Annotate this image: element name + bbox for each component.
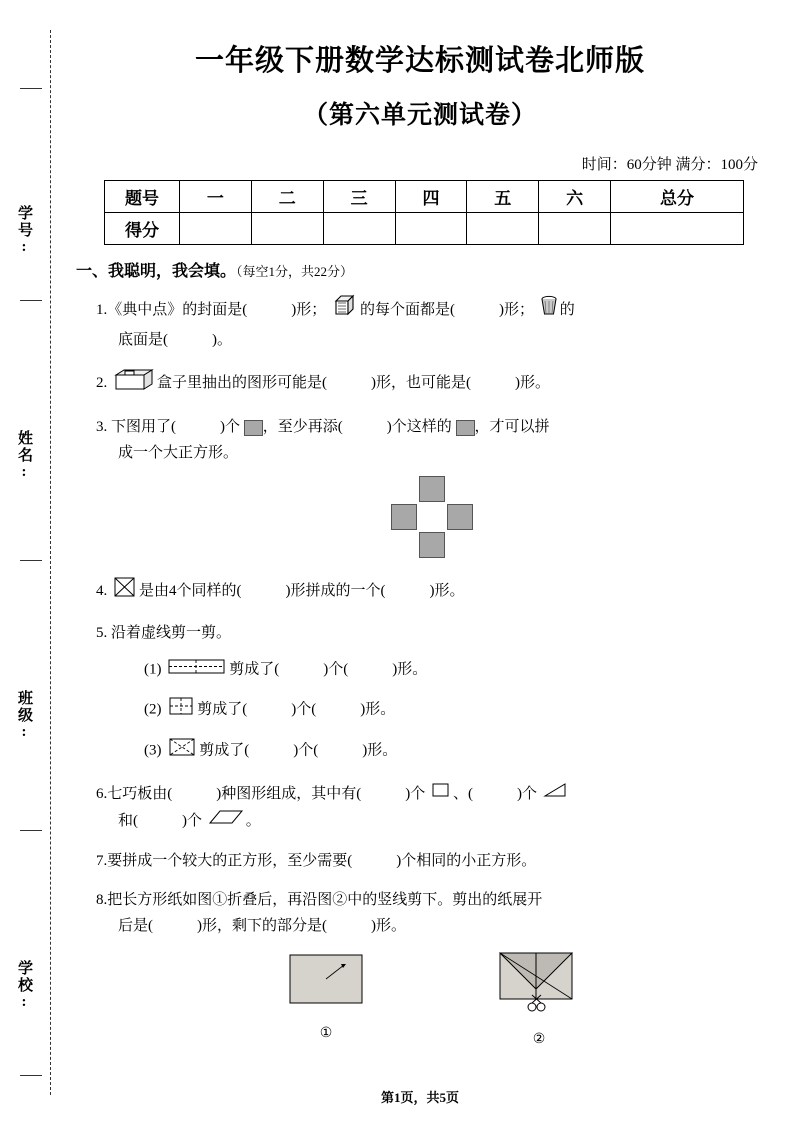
score-header-2: 二 xyxy=(251,181,323,213)
q5-sub-3 xyxy=(144,735,770,767)
score-cell-4[interactable] xyxy=(395,213,467,245)
q4-text-c: )形拼成的一个( xyxy=(285,582,386,599)
score-cell-total[interactable] xyxy=(611,213,744,245)
table-row xyxy=(105,213,744,245)
q5-sub2-label: (2) xyxy=(144,701,162,718)
x-square-icon xyxy=(113,576,137,607)
score-header-6: 六 xyxy=(539,181,611,213)
score-header-3: 三 xyxy=(323,181,395,213)
q8-figure-2 xyxy=(496,949,582,1053)
q3-text-b: )个 xyxy=(220,419,240,435)
question-1 xyxy=(96,294,770,353)
score-cell-3[interactable] xyxy=(323,213,395,245)
exam-page xyxy=(70,0,770,1122)
q6-text-a: 6.七巧板由( xyxy=(96,786,173,802)
q5-sub1-c: )个( xyxy=(323,661,349,678)
page-subtitle: （第六单元测试卷） xyxy=(302,102,537,129)
square-dashed-icon xyxy=(167,694,195,726)
q7-text-a: 7.要拼成一个较大的正方形，至少需要( xyxy=(96,853,353,870)
q1-text-e: 的 xyxy=(559,301,575,318)
page-title: 一年级下册数学达标测试卷北师版 xyxy=(194,45,645,77)
q6-text-g: )个 xyxy=(182,813,202,830)
dashed-fold-line xyxy=(50,30,51,1095)
question-4 xyxy=(96,576,770,607)
section-1-heading xyxy=(76,258,770,281)
q5-sub2-b: 剪成了( xyxy=(197,701,248,718)
q3-text-a: 3. 下图用了( xyxy=(96,419,176,435)
q6-text-f: 和( xyxy=(118,813,138,830)
q8-text-c: )形。 xyxy=(371,918,406,935)
question-6 xyxy=(96,781,770,835)
margin-dash-3 xyxy=(20,560,42,561)
box-icon xyxy=(113,366,155,401)
bucket-icon xyxy=(540,295,558,326)
q3-text-e: ，才可以拼 xyxy=(474,419,550,435)
margin-dash-1 xyxy=(20,88,42,89)
q2-number: 2. xyxy=(96,374,108,391)
margin-label-banji: 班级: xyxy=(16,690,32,742)
section-1-title: 一、我聪明，我会填。 xyxy=(76,263,237,280)
table-row xyxy=(105,181,744,213)
time-and-score: 时间：60分钟 满分：100分 xyxy=(581,157,758,173)
q8-line-1: 8.把长方形纸如图①折叠后，再沿图②中的竖线剪下。剪出的纸展开 xyxy=(96,892,543,909)
rect-dashed-icon xyxy=(167,655,227,685)
q1-text-b: )形； xyxy=(291,301,327,318)
q6-text-b: )种图形组成，其中有( xyxy=(216,786,362,802)
q5-sub2-c: )个( xyxy=(291,701,317,718)
q8-figure-1 xyxy=(286,949,366,1047)
score-cell-1[interactable] xyxy=(180,213,252,245)
q5-sub-2 xyxy=(144,694,770,726)
q1-line-2 xyxy=(118,327,770,353)
q8-figures xyxy=(96,949,770,1059)
gray-square-icon xyxy=(244,420,263,436)
q4-text-d: )形。 xyxy=(429,582,465,599)
score-header-label: 题号 xyxy=(105,181,180,213)
q3-text-d: )个这样的 xyxy=(386,419,452,435)
score-header-1: 一 xyxy=(180,181,252,213)
q8-text-a: 后是( xyxy=(118,918,153,935)
q1-text-d: )形； xyxy=(499,301,534,318)
margin-dash-5 xyxy=(20,1075,42,1076)
q3-line-2: 成一个大正方形。 xyxy=(118,445,239,461)
q1-text-c: 的每个面都是( xyxy=(360,301,455,318)
small-square-icon xyxy=(431,781,451,808)
q6-text-h: 。 xyxy=(245,813,261,830)
score-row-label: 得分 xyxy=(105,213,180,245)
q4-text-b: 是由4个同样的( xyxy=(139,582,242,599)
q8-figure-1-label: ① xyxy=(319,1026,333,1042)
gray-square-icon xyxy=(456,420,475,436)
q2-text-c: )形，也可能是( xyxy=(371,374,471,391)
left-margin xyxy=(0,0,56,1122)
margin-dash-4 xyxy=(20,830,42,831)
section-1-note: （每空1分，共22分） xyxy=(236,264,354,279)
question-7 xyxy=(96,848,770,874)
folded-paper-icon xyxy=(286,949,366,1011)
q5-sub3-c: )个( xyxy=(293,742,319,759)
q5-sub2-d: )形。 xyxy=(360,701,396,718)
margin-label-xingming: 姓名: xyxy=(16,430,32,482)
q6-text-e: )个 xyxy=(517,786,537,802)
q3-text-c: ，至少再添( xyxy=(262,419,343,435)
score-header-4: 四 xyxy=(395,181,467,213)
q2-text-d: )形。 xyxy=(515,374,550,391)
q5-title: 5. 沿着虚线剪一剪。 xyxy=(96,625,232,641)
score-header-5: 五 xyxy=(467,181,539,213)
q5-sub-1 xyxy=(144,655,770,685)
q6-text-c: )个 xyxy=(405,786,426,802)
margin-label-xuexiao: 学校: xyxy=(16,960,32,1012)
q8-line-2 xyxy=(118,913,770,939)
score-cell-2[interactable] xyxy=(251,213,323,245)
plus-shape-figure xyxy=(391,476,475,560)
parallelogram-icon xyxy=(208,808,244,835)
q1-text-f: 底面是( xyxy=(118,332,168,348)
q6-text-d: 、( xyxy=(453,786,473,802)
page-footer: 第1页，共5页 xyxy=(380,1090,459,1105)
q5-sub1-b: 剪成了( xyxy=(229,661,280,678)
q5-sub3-d: )形。 xyxy=(362,742,398,759)
q5-sub3-label: (3) xyxy=(144,742,162,759)
question-8 xyxy=(96,887,770,1059)
score-table xyxy=(104,180,744,245)
q1-text-g: )。 xyxy=(212,332,232,348)
cube-icon xyxy=(332,294,358,327)
triangle-icon xyxy=(543,781,567,808)
q8-text-b: )形，剩下的部分是( xyxy=(197,918,327,935)
score-cell-6[interactable] xyxy=(539,213,611,245)
q5-sub1-d: )形。 xyxy=(392,661,428,678)
q8-figure-2-label: ② xyxy=(532,1032,546,1048)
question-5 xyxy=(96,620,770,767)
question-3 xyxy=(96,414,770,560)
square-x-dashed-icon xyxy=(167,735,197,767)
question-2 xyxy=(96,366,770,401)
margin-label-xuehao: 学号: xyxy=(16,205,32,257)
q4-number: 4. xyxy=(96,582,108,599)
margin-dash-2 xyxy=(20,300,42,301)
score-cell-5[interactable] xyxy=(467,213,539,245)
q5-sub1-label: (1) xyxy=(144,661,162,678)
q5-sub3-b: 剪成了( xyxy=(199,742,250,759)
score-header-total: 总分 xyxy=(611,181,744,213)
q7-text-b: )个相同的小正方形。 xyxy=(396,853,537,870)
q6-line-2 xyxy=(118,808,770,835)
folded-paper-cut-icon xyxy=(496,949,582,1017)
q2-text-b: 盒子里抽出的图形可能是( xyxy=(157,374,327,391)
q1-text-a: 1.《典中点》的封面是( xyxy=(96,301,248,318)
